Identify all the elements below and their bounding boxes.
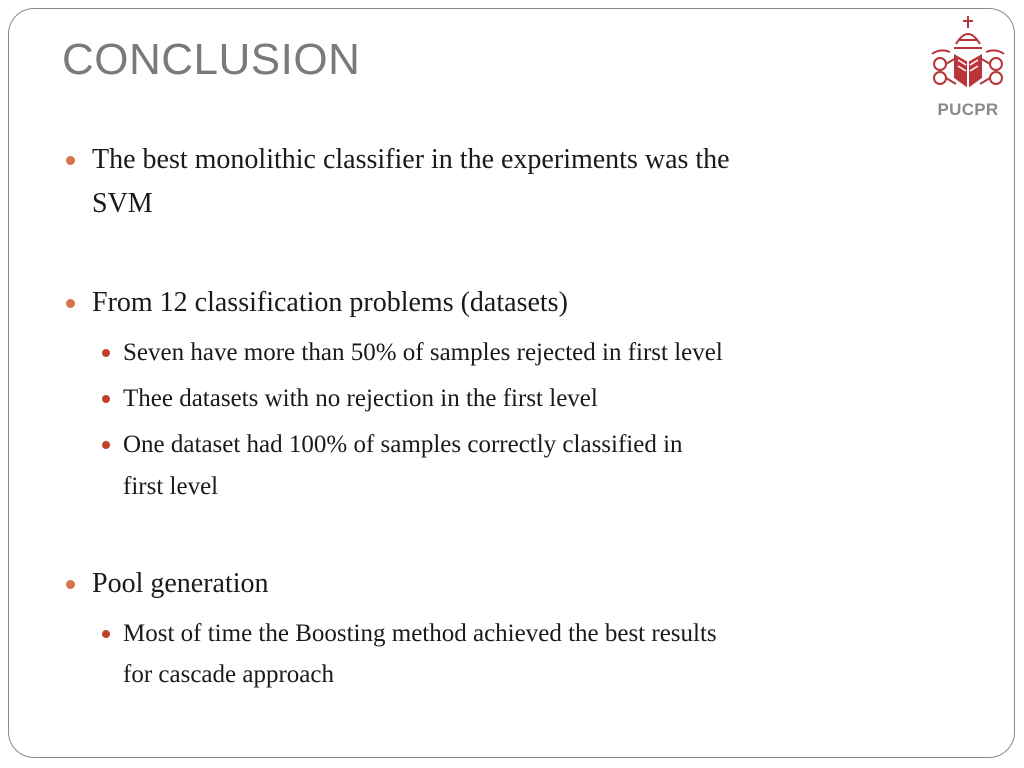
bullet-2-sub-1: Seven have more than 50% of samples rejected in first level [123,339,723,366]
sub-bullet-dot [102,441,110,449]
sub-bullet-dot [102,630,110,638]
bullet-3-sub-1-line-2: for cascade approach [123,661,334,688]
bullet-2-line-1: From 12 classification problems (datasets) [92,287,568,318]
bullet-dot [66,156,75,165]
bullet-2-sub-3-line-2: first level [123,473,219,500]
bullet-2-sub-3-line-1: One dataset had 100% of samples correctly classified in [123,431,683,458]
bullet-3-sub-1-line-1: Most of time the Boosting method achieved the best results [123,620,717,647]
slide-title: CONCLUSION [62,35,361,84]
bullet-3-line-1: Pool generation [92,568,269,599]
bullet-2-sub-2: Thee datasets with no rejection in the first level [123,385,598,412]
logo-text: PUCPR [937,100,999,119]
sub-bullet-dot [102,395,110,403]
sub-bullet-dot [102,349,110,357]
bullet-1-line-1: The best monolithic classifier in the experiments was the [92,144,730,175]
bullet-dot [66,580,75,589]
bullet-dot [66,299,75,308]
bullet-1-line-2: SVM [92,188,153,219]
